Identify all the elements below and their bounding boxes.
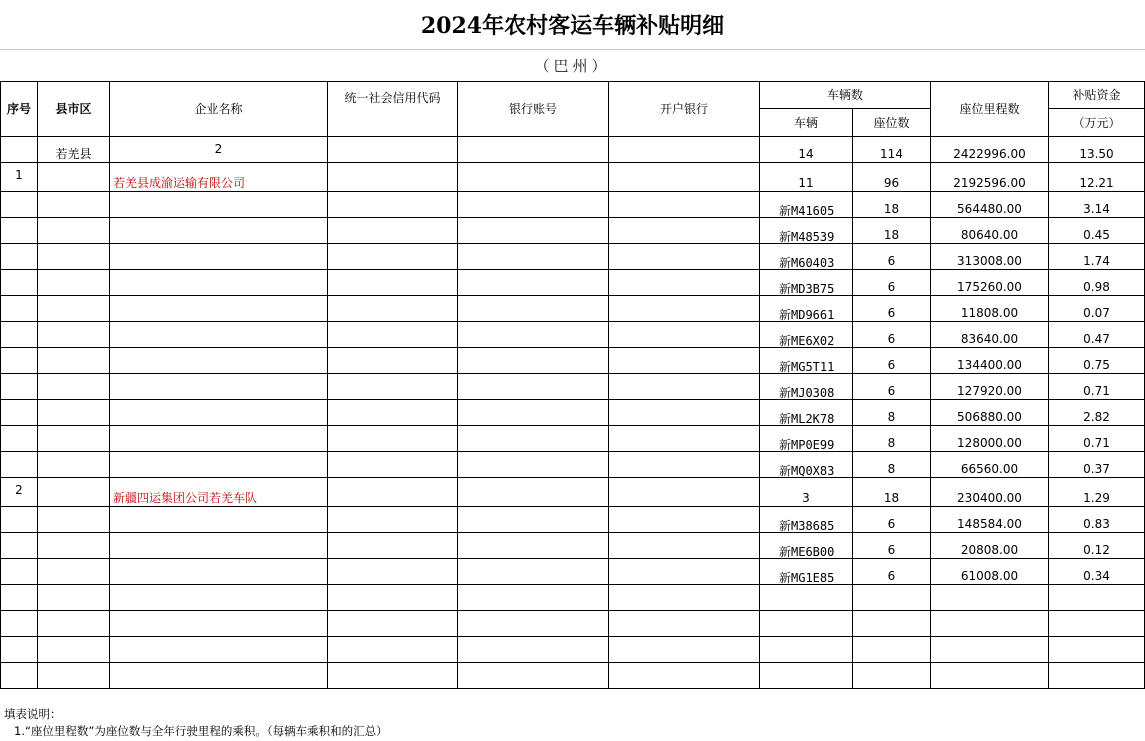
vehicle-seat-mileage: 11808.00 (931, 296, 1049, 322)
vehicle-bank (609, 296, 760, 322)
notes-line-1: 1.“座位里程数”为座位数与全年行驶里程的乘积。（每辆车乘积和的汇总） (14, 724, 388, 738)
vehicle-company (110, 374, 328, 400)
empty-cell (760, 585, 853, 611)
empty-cell (1, 663, 38, 689)
vehicle-county (38, 452, 110, 478)
vehicle-subsidy: 0.71 (1049, 426, 1145, 452)
header-vehicles: 车辆 (760, 109, 853, 137)
vehicle-bank-account (458, 426, 609, 452)
summary-credit-code (328, 137, 458, 163)
vehicle-seats: 6 (853, 348, 931, 374)
vehicle-plate: 新ME6X02 (760, 322, 853, 348)
summary-county: 若羌县 (38, 137, 110, 163)
vehicle-bank-account (458, 374, 609, 400)
vehicle-plate: 新M60403 (760, 244, 853, 270)
empty-cell (931, 611, 1049, 637)
vehicle-company (110, 507, 328, 533)
vehicle-company (110, 322, 328, 348)
vehicle-seats: 6 (853, 322, 931, 348)
vehicle-county (38, 374, 110, 400)
vehicle-county (38, 244, 110, 270)
vehicle-seat-mileage: 127920.00 (931, 374, 1049, 400)
empty-cell (458, 585, 609, 611)
vehicle-seq (1, 348, 38, 374)
empty-cell (853, 637, 931, 663)
empty-cell (931, 663, 1049, 689)
vehicle-bank (609, 348, 760, 374)
vehicle-subsidy: 0.37 (1049, 452, 1145, 478)
summary-company-count: 2 (110, 137, 328, 163)
vehicle-seat-mileage: 20808.00 (931, 533, 1049, 559)
vehicle-row (1, 533, 1145, 559)
vehicle-subsidy: 1.74 (1049, 244, 1145, 270)
vehicle-subsidy: 0.45 (1049, 218, 1145, 244)
summary-seq (1, 137, 38, 163)
vehicle-bank (609, 533, 760, 559)
vehicle-county (38, 296, 110, 322)
vehicle-bank (609, 374, 760, 400)
empty-cell (110, 663, 328, 689)
empty-cell (1, 637, 38, 663)
vehicle-seq (1, 533, 38, 559)
vehicle-credit-code (328, 218, 458, 244)
vehicle-credit-code (328, 322, 458, 348)
vehicle-seq (1, 507, 38, 533)
vehicle-row (1, 452, 1145, 478)
empty-cell (38, 663, 110, 689)
vehicle-bank-account (458, 322, 609, 348)
vehicle-subsidy: 0.75 (1049, 348, 1145, 374)
vehicle-company (110, 452, 328, 478)
header-bank-account: 银行账号 (458, 82, 609, 137)
empty-cell (760, 663, 853, 689)
header-company: 企业名称 (110, 82, 328, 137)
vehicle-company (110, 218, 328, 244)
vehicle-bank-account (458, 296, 609, 322)
vehicle-company (110, 400, 328, 426)
header-vehicle-count: 车辆数 (760, 82, 931, 109)
vehicle-plate: 新MG1E85 (760, 559, 853, 585)
empty-cell (328, 611, 458, 637)
vehicle-seats: 6 (853, 244, 931, 270)
vehicle-row (1, 348, 1145, 374)
vehicle-bank (609, 218, 760, 244)
vehicle-seats: 6 (853, 507, 931, 533)
vehicle-seats: 6 (853, 270, 931, 296)
empty-cell (609, 611, 760, 637)
vehicle-seat-mileage: 313008.00 (931, 244, 1049, 270)
company-seat-mileage: 230400.00 (931, 478, 1049, 507)
empty-cell (110, 585, 328, 611)
vehicle-seat-mileage: 128000.00 (931, 426, 1049, 452)
vehicle-bank-account (458, 192, 609, 218)
vehicle-row (1, 244, 1145, 270)
header-seat-mileage: 座位里程数 (931, 82, 1049, 137)
vehicle-county (38, 559, 110, 585)
vehicle-seq (1, 426, 38, 452)
vehicle-seat-mileage: 134400.00 (931, 348, 1049, 374)
vehicle-subsidy: 0.47 (1049, 322, 1145, 348)
vehicle-plate: 新ME6B00 (760, 533, 853, 559)
vehicle-seq (1, 244, 38, 270)
vehicle-seats: 6 (853, 533, 931, 559)
vehicle-bank (609, 192, 760, 218)
vehicle-county (38, 507, 110, 533)
vehicle-subsidy: 0.07 (1049, 296, 1145, 322)
empty-cell (458, 611, 609, 637)
summary-vehicles: 14 (760, 137, 853, 163)
vehicle-bank-account (458, 400, 609, 426)
company-seats: 96 (853, 163, 931, 192)
vehicle-bank-account (458, 270, 609, 296)
empty-cell (1049, 663, 1145, 689)
vehicle-bank-account (458, 348, 609, 374)
vehicle-credit-code (328, 559, 458, 585)
empty-cell (609, 663, 760, 689)
vehicle-row (1, 426, 1145, 452)
summary-seats: 114 (853, 137, 931, 163)
empty-cell (931, 637, 1049, 663)
vehicle-credit-code (328, 270, 458, 296)
notes-heading: 填表说明： (4, 707, 62, 721)
company-seat-mileage: 2192596.00 (931, 163, 1049, 192)
vehicle-bank (609, 322, 760, 348)
vehicle-credit-code (328, 507, 458, 533)
empty-cell (458, 663, 609, 689)
vehicle-row (1, 322, 1145, 348)
empty-cell (1, 611, 38, 637)
vehicle-bank-account (458, 244, 609, 270)
vehicle-subsidy: 0.98 (1049, 270, 1145, 296)
vehicle-county (38, 270, 110, 296)
company-vehicles: 3 (760, 478, 853, 507)
vehicle-bank-account (458, 507, 609, 533)
vehicle-seq (1, 270, 38, 296)
vehicle-row (1, 374, 1145, 400)
vehicle-credit-code (328, 452, 458, 478)
header-seq: 序号 (1, 82, 38, 137)
vehicle-plate: 新MP0E99 (760, 426, 853, 452)
empty-cell (110, 611, 328, 637)
vehicle-company (110, 244, 328, 270)
vehicle-county (38, 426, 110, 452)
vehicle-seats: 6 (853, 559, 931, 585)
empty-row (1, 663, 1145, 689)
vehicle-subsidy: 0.34 (1049, 559, 1145, 585)
company-credit-code (328, 478, 458, 507)
vehicle-seq (1, 452, 38, 478)
empty-cell (328, 663, 458, 689)
empty-cell (38, 637, 110, 663)
vehicle-bank (609, 426, 760, 452)
vehicle-plate: 新MJ0308 (760, 374, 853, 400)
document-subtitle: （巴州） (534, 57, 611, 75)
vehicle-company (110, 559, 328, 585)
document-title: 2024年农村客运车辆补贴明细 (0, 0, 1145, 50)
company-seats: 18 (853, 478, 931, 507)
empty-cell (931, 585, 1049, 611)
empty-cell (853, 585, 931, 611)
notes (0, 706, 1145, 740)
company-vehicles: 11 (760, 163, 853, 192)
company-seq: 1 (1, 163, 38, 192)
vehicle-credit-code (328, 374, 458, 400)
vehicle-bank-account (458, 559, 609, 585)
vehicle-credit-code (328, 296, 458, 322)
summary-subsidy: 13.50 (1049, 137, 1145, 163)
empty-cell (609, 637, 760, 663)
vehicle-row (1, 507, 1145, 533)
empty-cell (853, 663, 931, 689)
vehicle-credit-code (328, 533, 458, 559)
vehicle-seats: 18 (853, 218, 931, 244)
empty-row (1, 637, 1145, 663)
vehicle-seq (1, 218, 38, 244)
vehicle-row (1, 270, 1145, 296)
vehicle-plate: 新MQ0X83 (760, 452, 853, 478)
vehicle-subsidy: 2.82 (1049, 400, 1145, 426)
empty-cell (328, 637, 458, 663)
header-seats: 座位数 (853, 109, 931, 137)
vehicle-subsidy: 0.83 (1049, 507, 1145, 533)
vehicle-bank (609, 559, 760, 585)
vehicle-seat-mileage: 61008.00 (931, 559, 1049, 585)
empty-cell (1, 585, 38, 611)
vehicle-seq (1, 374, 38, 400)
empty-cell (760, 637, 853, 663)
vehicle-county (38, 218, 110, 244)
header-bank: 开户银行 (609, 82, 760, 137)
vehicle-credit-code (328, 348, 458, 374)
vehicle-seq (1, 296, 38, 322)
vehicle-row (1, 192, 1145, 218)
empty-cell (458, 637, 609, 663)
vehicle-plate: 新MG5T11 (760, 348, 853, 374)
vehicle-bank-account (458, 452, 609, 478)
vehicle-seats: 8 (853, 426, 931, 452)
summary-seat-mileage: 2422996.00 (931, 137, 1049, 163)
company-name: 新疆四运集团公司若羌车队 (110, 478, 328, 507)
company-name: 若羌县成渝运输有限公司 (110, 163, 328, 192)
company-bank (609, 163, 760, 192)
vehicle-row (1, 218, 1145, 244)
header-subsidy-unit: （万元） (1049, 109, 1145, 137)
vehicle-row (1, 296, 1145, 322)
company-seq: 2 (1, 478, 38, 507)
vehicle-seats: 18 (853, 192, 931, 218)
vehicle-credit-code (328, 244, 458, 270)
empty-cell (853, 611, 931, 637)
vehicle-county (38, 192, 110, 218)
company-bank-account (458, 163, 609, 192)
vehicle-seat-mileage: 66560.00 (931, 452, 1049, 478)
vehicle-company (110, 426, 328, 452)
company-row (1, 163, 1145, 192)
vehicle-bank-account (458, 218, 609, 244)
empty-cell (1049, 637, 1145, 663)
summary-row (1, 137, 1145, 163)
vehicle-seq (1, 192, 38, 218)
company-county (38, 163, 110, 192)
vehicle-plate: 新M48539 (760, 218, 853, 244)
vehicle-plate: 新ML2K78 (760, 400, 853, 426)
empty-cell (1049, 611, 1145, 637)
vehicle-bank (609, 244, 760, 270)
vehicle-subsidy: 3.14 (1049, 192, 1145, 218)
vehicle-subsidy: 0.71 (1049, 374, 1145, 400)
company-credit-code (328, 163, 458, 192)
empty-cell (110, 637, 328, 663)
vehicle-seats: 8 (853, 400, 931, 426)
header-credit-code: 统一社会信用代码 (328, 82, 458, 137)
company-bank (609, 478, 760, 507)
empty-cell (38, 585, 110, 611)
vehicle-seat-mileage: 175260.00 (931, 270, 1049, 296)
company-subsidy: 1.29 (1049, 478, 1145, 507)
vehicle-plate: 新MD9661 (760, 296, 853, 322)
summary-bank (609, 137, 760, 163)
empty-cell (38, 611, 110, 637)
vehicle-row (1, 400, 1145, 426)
vehicle-seat-mileage: 80640.00 (931, 218, 1049, 244)
subsidy-table (0, 81, 1145, 689)
vehicle-bank (609, 400, 760, 426)
header-county: 县市区 (38, 82, 110, 137)
vehicle-county (38, 400, 110, 426)
vehicle-bank (609, 507, 760, 533)
vehicle-county (38, 533, 110, 559)
vehicle-subsidy: 0.12 (1049, 533, 1145, 559)
vehicle-bank (609, 452, 760, 478)
vehicle-company (110, 296, 328, 322)
empty-cell (609, 585, 760, 611)
vehicle-seq (1, 400, 38, 426)
vehicle-company (110, 348, 328, 374)
company-subsidy: 12.21 (1049, 163, 1145, 192)
empty-row (1, 585, 1145, 611)
empty-cell (328, 585, 458, 611)
vehicle-county (38, 322, 110, 348)
vehicle-seat-mileage: 83640.00 (931, 322, 1049, 348)
vehicle-seats: 6 (853, 296, 931, 322)
vehicle-plate: 新MD3B75 (760, 270, 853, 296)
vehicle-company (110, 533, 328, 559)
company-bank-account (458, 478, 609, 507)
summary-bank-account (458, 137, 609, 163)
vehicle-seat-mileage: 506880.00 (931, 400, 1049, 426)
empty-row (1, 611, 1145, 637)
company-row (1, 478, 1145, 507)
vehicle-seat-mileage: 148584.00 (931, 507, 1049, 533)
vehicle-seq (1, 322, 38, 348)
empty-cell (1049, 585, 1145, 611)
vehicle-bank (609, 270, 760, 296)
vehicle-row (1, 559, 1145, 585)
vehicle-seat-mileage: 564480.00 (931, 192, 1049, 218)
vehicle-company (110, 192, 328, 218)
vehicle-plate: 新M38685 (760, 507, 853, 533)
vehicle-plate: 新M41605 (760, 192, 853, 218)
company-county (38, 478, 110, 507)
vehicle-seats: 8 (853, 452, 931, 478)
vehicle-seq (1, 559, 38, 585)
empty-cell (760, 611, 853, 637)
vehicle-seats: 6 (853, 374, 931, 400)
vehicle-bank-account (458, 533, 609, 559)
vehicle-company (110, 270, 328, 296)
vehicle-credit-code (328, 426, 458, 452)
vehicle-county (38, 348, 110, 374)
vehicle-credit-code (328, 192, 458, 218)
header-subsidy: 补贴资金 (1049, 82, 1145, 109)
vehicle-credit-code (328, 400, 458, 426)
